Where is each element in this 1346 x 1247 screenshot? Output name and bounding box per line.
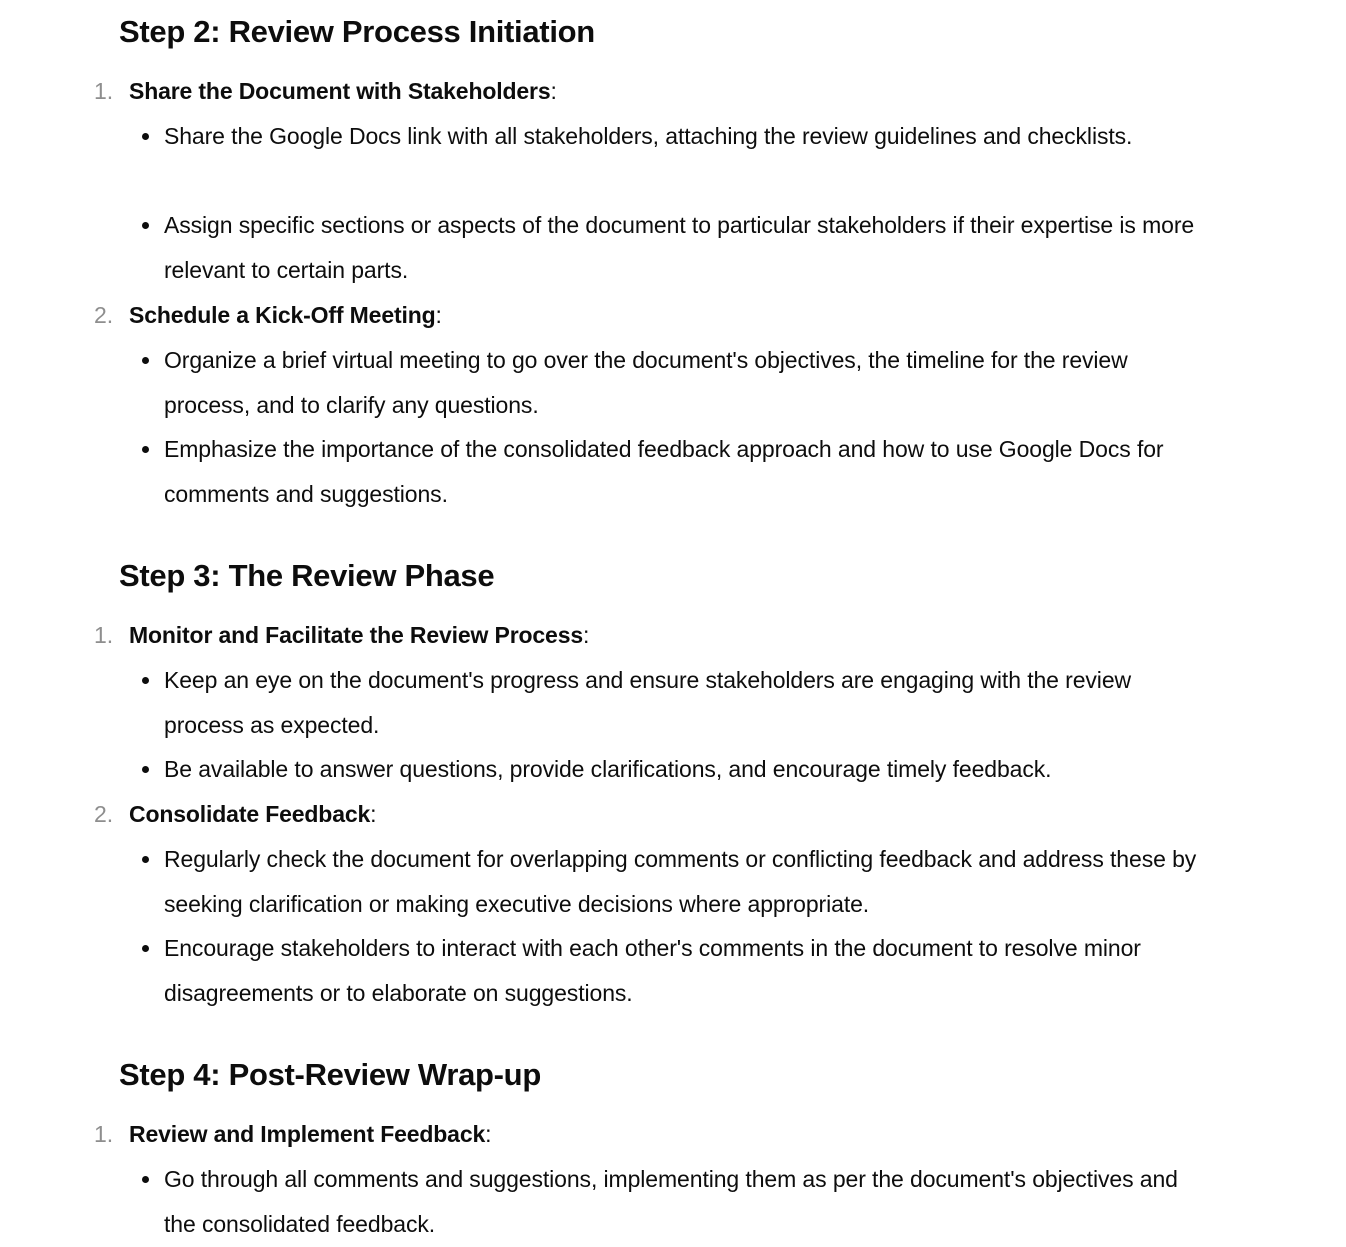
bullet-icon [142,1176,149,1183]
list-item-title-text: Monitor and Facilitate the Review Process [129,622,583,648]
bullet-text: Share the Google Docs link with all stakeholders, attaching the review guidelines and checklists. [164,123,1133,149]
list-item-title [129,1112,491,1157]
list-item-title [129,293,442,338]
list-item-colon: : [435,302,442,328]
list-number: 2. [94,302,114,328]
list-item-title [129,69,557,114]
bullet-icon [142,133,149,140]
list-item-title-text: Review and Implement Feedback [129,1121,486,1147]
bullet-icon [142,677,149,684]
bullet-icon [142,357,149,364]
bullet-text: Regularly check the document for overlapping comments or conflicting feedback and address these by seeking clarification or making executive decisions where appropriate. [164,846,1197,917]
list-item-colon: : [550,78,557,104]
bullet-icon [142,766,149,773]
bullet-text: Keep an eye on the document's progress and ensure stakeholders are engaging with the review process as expected. [164,667,1132,738]
bullet-icon [142,446,149,453]
section-heading: Step 2: Review Process Initiation [119,14,595,49]
list-number: 1. [94,622,114,648]
bullet-icon [142,222,149,229]
list-number: 1. [94,1121,114,1147]
bullet-icon [142,945,149,952]
list-item-colon: : [582,622,590,648]
bullet-text: Encourage stakeholders to interact with each other's comments in the document to resolve minor disagreements or to elaborate on suggestions. [164,935,1141,1006]
list-number: 2. [94,801,114,827]
bullet-text: Go through all comments and suggestions, implementing them as per the document's objectives and the consolidated feedback. [164,1166,1178,1237]
bullet-text: Organize a brief virtual meeting to go over the document's objectives, the timeline for the review process, and to clarify any questions. [164,347,1128,418]
list-item-title [129,792,376,837]
list-item-title-text: Schedule a Kick-Off Meeting [129,302,436,328]
list-item-colon: : [485,1121,492,1147]
list-item-colon: : [370,801,377,827]
bullet-text: Be available to answer questions, provide clarifications, and encourage timely feedback. [164,756,1052,782]
section-heading: Step 4: Post-Review Wrap-up [119,1057,541,1092]
list-item-title-text: Share the Document with Stakeholders [129,78,551,104]
bullet-text: Assign specific sections or aspects of the document to particular stakeholders if their expertise is more relevant to certain parts. [164,212,1195,283]
list-item-title [129,613,589,658]
list-item-title-text: Consolidate Feedback [129,801,371,827]
section-heading: Step 3: The Review Phase [119,558,495,593]
bullet-text: Emphasize the importance of the consolidated feedback approach and how to use Google Docs for comments and suggestions. [164,436,1164,507]
bullet-icon [142,856,149,863]
list-number: 1. [94,78,114,104]
